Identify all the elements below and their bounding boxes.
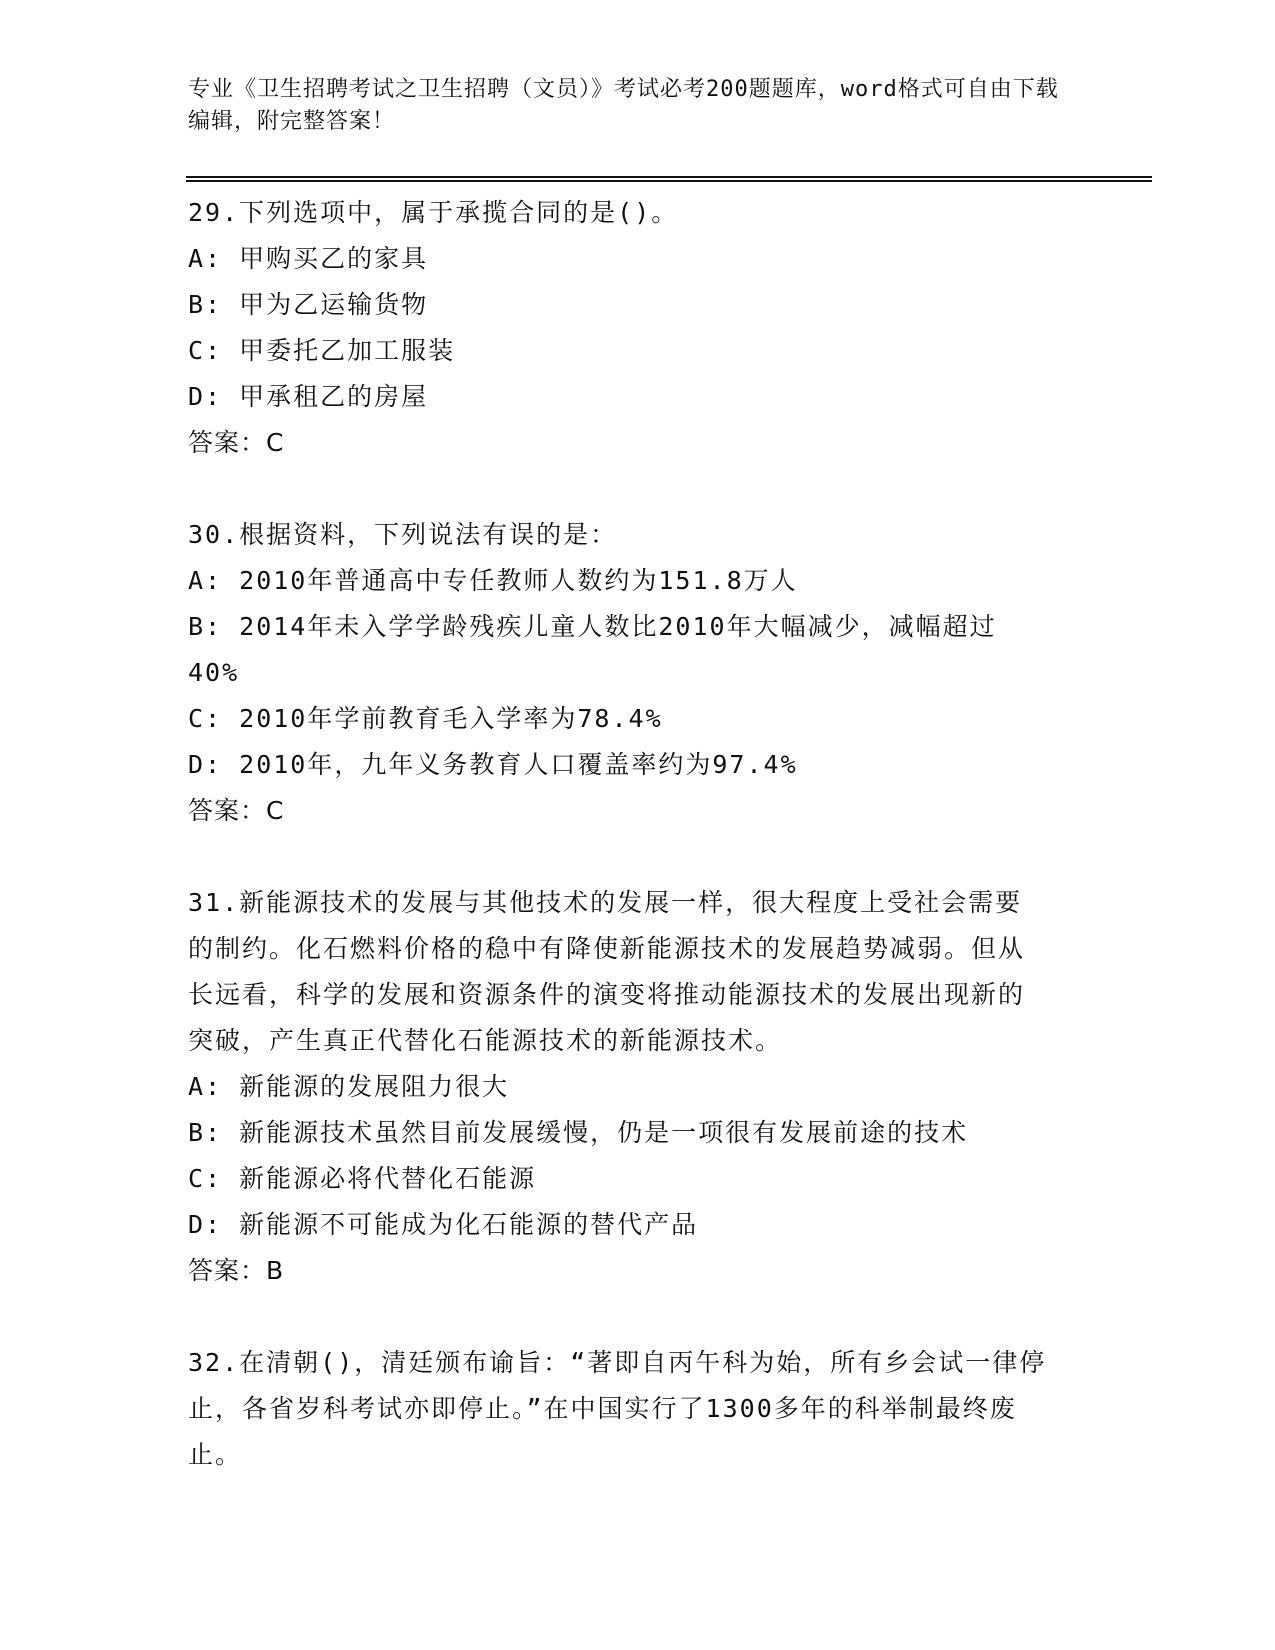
option-c: C: 2010年学前教育毛入学率为78.4% xyxy=(188,704,663,733)
option-b: B: 2014年未入学学龄残疾儿童人数比2010年大幅减少，减幅超过40% xyxy=(188,612,997,687)
question-list xyxy=(188,190,1088,1478)
header-double-rule xyxy=(186,176,1152,182)
answer-line: 答案：B xyxy=(188,1256,285,1285)
option-c: C: 新能源必将代替化石能源 xyxy=(188,1164,537,1193)
document-header-title: 专业《卫生招聘考试之卫生招聘（文员）》考试必考200题题库，word格式可自由下载编辑，附完整答案！ xyxy=(188,77,1059,134)
option-a: A: 甲购买乙的家具 xyxy=(188,244,429,273)
answer-line: 答案：C xyxy=(188,428,285,457)
question-32 xyxy=(188,1340,1088,1478)
question-stem: 32.在清朝()，清廷颁布谕旨：“著即自丙午科为始，所有乡会试一律停止，各省岁科考试亦即停止。”在中国实行了1300多年的科举制最终废止。 xyxy=(188,1348,1047,1469)
option-b: B: 新能源技术虽然目前发展缓慢，仍是一项很有发展前途的技术 xyxy=(188,1118,969,1147)
question-stem: 29.下列选项中，属于承揽合同的是()。 xyxy=(188,198,679,227)
option-c: C: 甲委托乙加工服装 xyxy=(188,336,456,365)
option-d: D: 2010年，九年义务教育人口覆盖率约为97.4% xyxy=(188,750,798,779)
option-d: D: 甲承租乙的房屋 xyxy=(188,382,429,411)
question-29 xyxy=(188,190,1088,466)
option-a: A: 2010年普通高中专任教师人数约为151.8万人 xyxy=(188,566,798,595)
answer-line: 答案：C xyxy=(188,796,285,825)
question-31 xyxy=(188,880,1088,1294)
option-b: B: 甲为乙运输货物 xyxy=(188,290,429,319)
option-d: D: 新能源不可能成为化石能源的替代产品 xyxy=(188,1210,699,1239)
question-stem: 30.根据资料，下列说法有误的是： xyxy=(188,520,618,549)
question-stem: 31.新能源技术的发展与其他技术的发展一样，很大程度上受社会需要的制约。化石燃料价格的稳中有降使新能源技术的发展趋势减弱。但从长远看，科学的发展和资源条件的演变将推动能源技术的发展出现新的突破，产生真正代替化石能源技术的新能源技术。 xyxy=(188,888,1026,1055)
question-30 xyxy=(188,512,1088,834)
option-a: A: 新能源的发展阻力很大 xyxy=(188,1072,510,1101)
